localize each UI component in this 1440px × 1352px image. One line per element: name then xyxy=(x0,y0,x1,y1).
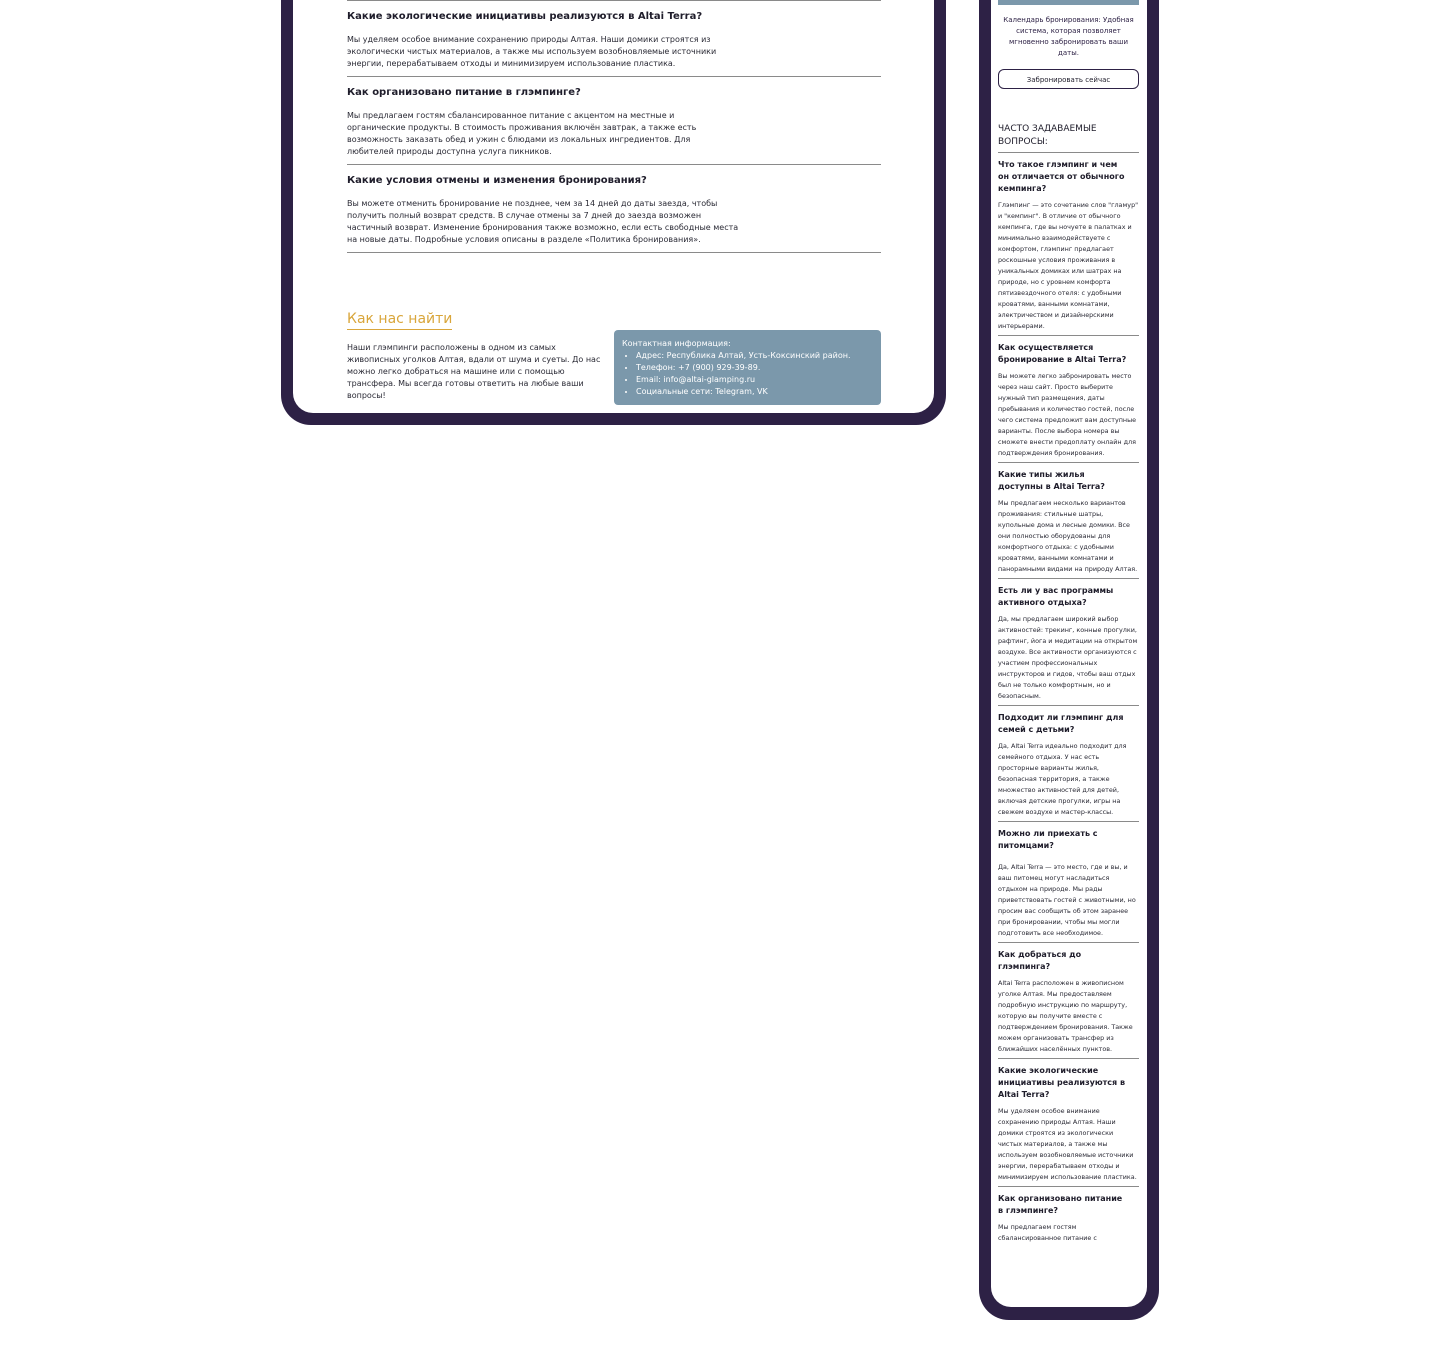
find-us-text: Наши глэмпинги расположены в одном из самых живописных уголков Алтая, вдали от шума и суеты. До нас можно легко добраться на машине или с помощью трансфера. Мы всегда готовы ответить на любые ваши вопросы! xyxy=(347,343,601,400)
contact-social[interactable]: • Социальные сети: Telegram, VK xyxy=(636,386,873,398)
find-us-title: Как нас найти xyxy=(347,310,452,330)
faq-divider xyxy=(998,462,1139,463)
contact-email[interactable]: • Email: info@altai-glamping.ru xyxy=(636,374,873,386)
faq-answer: Мы предлагаем несколько вариантов проживания: стильные шатры, купольные дома и лесные домики. Все они полностью оборудованы для комфортного отдыха: с удобными кроватями, ванными комнатами и панорамными видами на природу Алтая. xyxy=(998,499,1138,573)
book-now-button[interactable]: Забронировать сейчас xyxy=(998,69,1139,89)
contact-address: • Адрес: Республика Алтай, Усть-Коксинский район. xyxy=(636,350,873,362)
faq-item xyxy=(998,469,1139,575)
contact-title: Контактная информация: xyxy=(622,339,731,348)
mobile-screen xyxy=(991,0,1147,1307)
faq-item xyxy=(998,949,1139,1055)
faq-divider xyxy=(998,335,1139,336)
faq-divider xyxy=(998,1058,1139,1059)
faq-answer: Вы можете легко забронировать место через наш сайт. Просто выберите нужный тип размещения, даты пребывания и количество гостей, после чего система предложит вам доступные варианты. После выбора номера вы сможете внести предоплату онлайн для подтверждения бронирования. xyxy=(998,372,1137,457)
faq-question[interactable]: Что такое глэмпинг и чем он отличается от обычного кемпинга? xyxy=(998,160,1125,193)
faq-answer: Да, Altai Terra идеально подходит для семейного отдыха. У нас есть просторные варианты жилья, безопасная территория, а также множество активностей для детей, включая детские прогулки, игры на свежем воздухе и мастер-классы. xyxy=(998,742,1127,816)
desktop-screen xyxy=(293,0,934,413)
faq-item xyxy=(998,159,1139,332)
faq-answer: Мы уделяем особое внимание сохранению природы Алтая. Наши домики строятся из экологически чистых материалов, а также мы используем возобновляемые источники энергии, перерабатываем отходы и минимизируем использование пластика. xyxy=(998,1107,1137,1181)
faq-question[interactable]: Как организовано питание в глэмпинге? xyxy=(998,1194,1123,1215)
faq-divider xyxy=(998,942,1139,943)
faq-item xyxy=(998,585,1139,702)
faq-divider xyxy=(998,152,1139,153)
desktop-faq-list xyxy=(347,0,881,253)
faq-answer: Глэмпинг — это сочетание слов "гламур" и "кемпинг". В отличие от обычного кемпинга, где вы ночуете в палатках и минимально взаимодействуете с комфортом, глэмпинг предлагает роскошные условия проживания в уникальных домиках или шатрах на природе, но с уровнем комфорта пятизвездочного отеля: с удобными кроватями, ванными комнатами, электричеством и дизайнерскими интерьерами. xyxy=(998,201,1139,330)
faq-divider xyxy=(998,1186,1139,1187)
faq-heading: ЧАСТО ЗАДАВАЕМЫЕ ВОПРОСЫ: xyxy=(998,124,1097,147)
faq-answer: Вы можете отменить бронирование не позднее, чем за 14 дней до даты заезда, чтобы получить полный возврат средств. В случае отмены за 7 дней до заезда возможен частичный возврат. Изменение бронирования также возможно, если есть свободные места на новые даты. Подробные условия описаны в разделе «Политика бронирования». xyxy=(347,199,739,244)
faq-item xyxy=(998,1065,1139,1183)
faq-divider xyxy=(347,252,881,253)
faq-divider xyxy=(347,0,881,1)
desktop-device-frame xyxy=(281,0,946,425)
faq-answer: Да, мы предлагаем широкий выбор активностей: трекинг, конные прогулки, рафтинг, йога и медитации на открытом воздухе. Все активности организуются с участием профессиональных инструкторов и гидов, чтобы ваш отдых был не только комфортным, но и безопасным. xyxy=(998,615,1138,700)
faq-question[interactable]: Есть ли у вас программы активного отдыха? xyxy=(998,586,1114,607)
contact-info-box xyxy=(614,330,881,405)
faq-divider xyxy=(998,705,1139,706)
faq-divider xyxy=(998,821,1139,822)
faq-item xyxy=(347,86,881,164)
faq-question[interactable]: Как организовано питание в глэмпинге? xyxy=(347,87,581,98)
faq-item xyxy=(998,712,1139,818)
contact-phone[interactable]: • Телефон: +7 (900) 929-39-89. xyxy=(636,362,873,374)
faq-item xyxy=(998,342,1139,459)
mobile-content xyxy=(998,15,1139,1244)
faq-item xyxy=(347,10,881,76)
mobile-section-bar xyxy=(998,0,1139,5)
contact-list xyxy=(622,350,873,398)
faq-question[interactable]: Какие типы жилья доступны в Altai Terra? xyxy=(998,470,1105,491)
faq-item xyxy=(998,828,1139,939)
faq-question[interactable]: Как осуществляется бронирование в Altai Terra? xyxy=(998,343,1127,364)
mobile-device-frame xyxy=(979,0,1159,1320)
faq-answer: Мы уделяем особое внимание сохранению природы Алтая. Наши домики строятся из экологически чистых материалов, а также мы используем возобновляемые источники энергии, перерабатываем отходы и минимизируем использование пластика. xyxy=(347,35,717,68)
calendar-description: Календарь бронирования: Удобная система, которая позволяет мгновенно забронировать ваши даты. xyxy=(1003,16,1134,57)
faq-question[interactable]: Подходит ли глэмпинг для семей с детьми? xyxy=(998,713,1124,734)
faq-divider xyxy=(347,76,881,77)
faq-item xyxy=(998,1193,1139,1244)
faq-question[interactable]: Какие экологические инициативы реализуются в Altai Terra? xyxy=(998,1066,1126,1099)
faq-answer: Мы предлагаем гостям сбалансированное питание с акцентом на местные и органические продукты. В стоимость проживания включён завтрак, а также есть возможность заказать обед и ужин с блюдами из локальных ингредиентов. Для любителей природы доступна услуга пикников. xyxy=(347,111,697,156)
faq-question[interactable]: Какие экологические инициативы реализуются в Altai Terra? xyxy=(347,11,703,22)
faq-question[interactable]: Как добраться до глэмпинга? xyxy=(998,950,1082,971)
faq-divider xyxy=(347,164,881,165)
faq-answer: Да, Altai Terra — это место, где и вы, и ваш питомец могут насладиться отдыхом на природе. Мы рады приветствовать гостей с животными, но просим вас сообщить об этом заранее при бронировании, чтобы мы могли подготовить все необходимое. xyxy=(998,863,1136,937)
faq-answer: Мы предлагаем гостям сбалансированное питание с xyxy=(998,1223,1097,1242)
faq-question[interactable]: Можно ли приехать с питомцами? xyxy=(998,829,1098,850)
faq-answer: Altai Terra расположен в живописном уголке Алтая. Мы предоставляем подробную инструкцию по маршруту, которую вы получите вместе с подтверждением бронирования. Также можем организовать трансфер из ближайших населённых пунктов. xyxy=(998,979,1133,1053)
faq-divider xyxy=(998,578,1139,579)
faq-item xyxy=(347,174,881,252)
faq-question[interactable]: Какие условия отмены и изменения бронирования? xyxy=(347,175,647,186)
